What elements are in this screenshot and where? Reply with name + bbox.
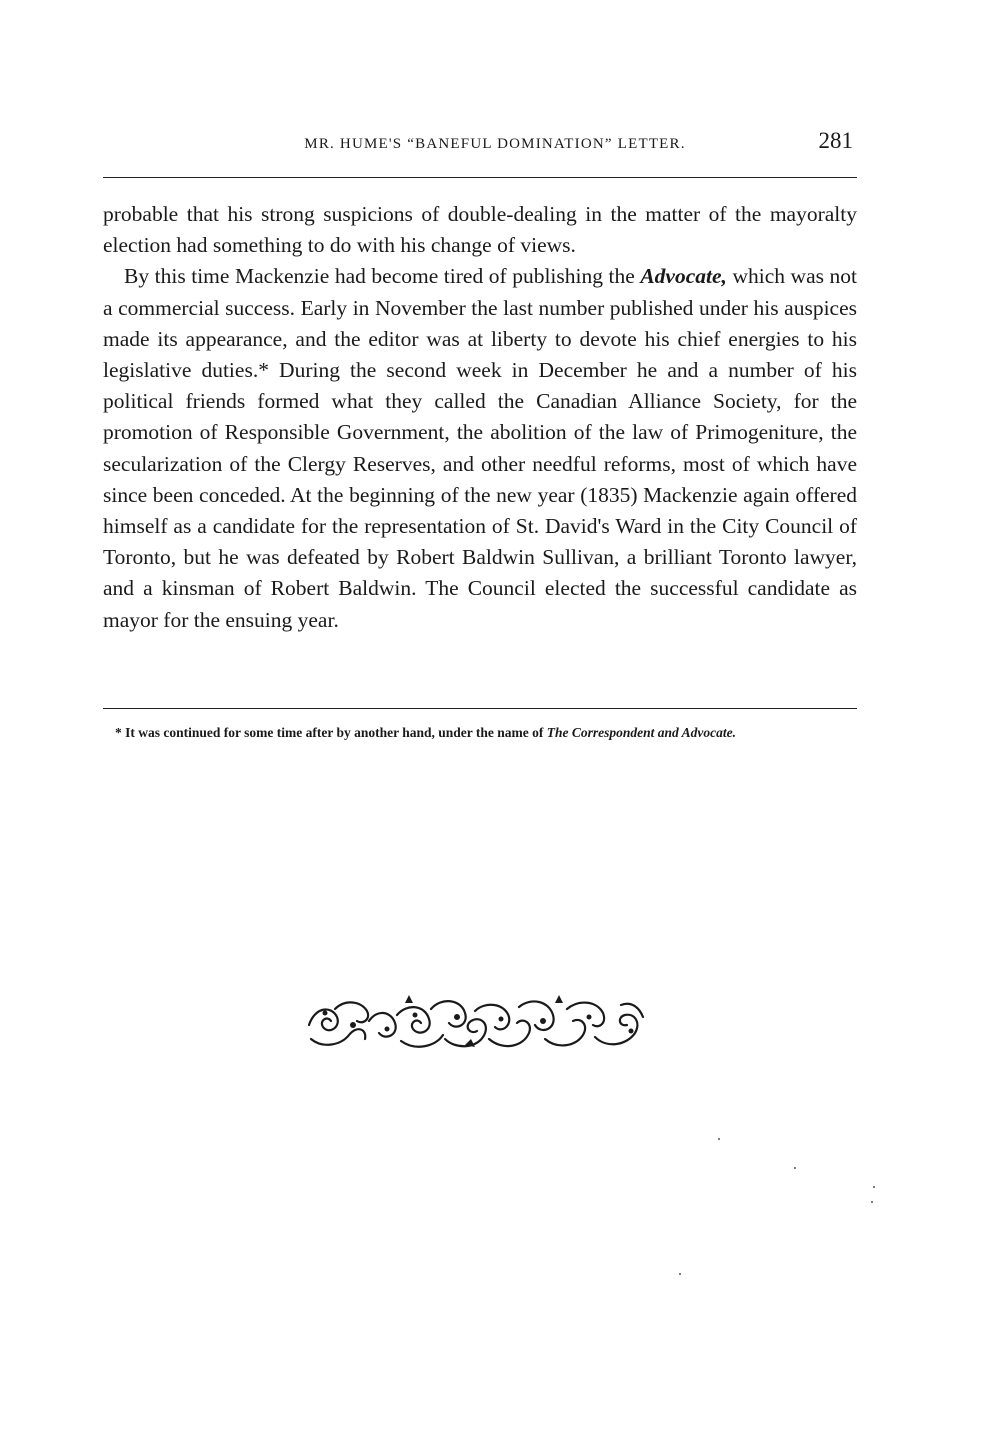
page-header (103, 128, 857, 158)
speck (718, 1138, 720, 1140)
footnote-italic-title: The Correspondent and Advocate. (546, 725, 737, 740)
paragraph (103, 261, 857, 635)
paragraph: probable that his strong suspicions of double-dealing in the matter of the mayoralty election had something to do with his change of views. (103, 202, 857, 258)
speck (873, 1186, 875, 1188)
floral-tailpiece-ornament-icon (305, 995, 647, 1053)
speck (679, 1273, 681, 1275)
speck (871, 1201, 873, 1203)
page-number: 281 (818, 128, 853, 153)
header-rule (103, 177, 857, 178)
running-head: MR. HUME'S “BANEFUL DOMINATION” LETTER. (304, 136, 686, 152)
footnote-text: * It was continued for some time after by another hand, under the name of (115, 725, 547, 740)
body-text (103, 199, 857, 636)
footnote (103, 724, 857, 742)
paragraph-text: which was not a commercial success. Early in November the last number published under his auspices made its appearance, and the editor was at liberty to devote his chief energies to his legislative duties.* During the second week in December he and a number of his political friends formed what they called the Canadian Alliance Society, for the promotion of Responsible Government, the abolition of the law of Primogeniture, the secularization of the Clergy Reserves, and other needful reforms, most of which have since been conceded. At the beginning of the new year (1835) Mackenzie again offered himself as a candidate for the representation of St. David's Ward in the City Council of Toronto, but he was defeated by Robert Baldwin Sullivan, a brilliant Toronto lawyer, and a kinsman of Robert Baldwin. The Council elected the successful candidate as mayor for the ensuing year. (103, 264, 857, 632)
paragraph-text: By this time Mackenzie had become tired of publishing the (124, 264, 641, 289)
speck (794, 1167, 796, 1169)
footnote-rule (103, 708, 857, 709)
italic-title: Advocate, (640, 264, 727, 289)
